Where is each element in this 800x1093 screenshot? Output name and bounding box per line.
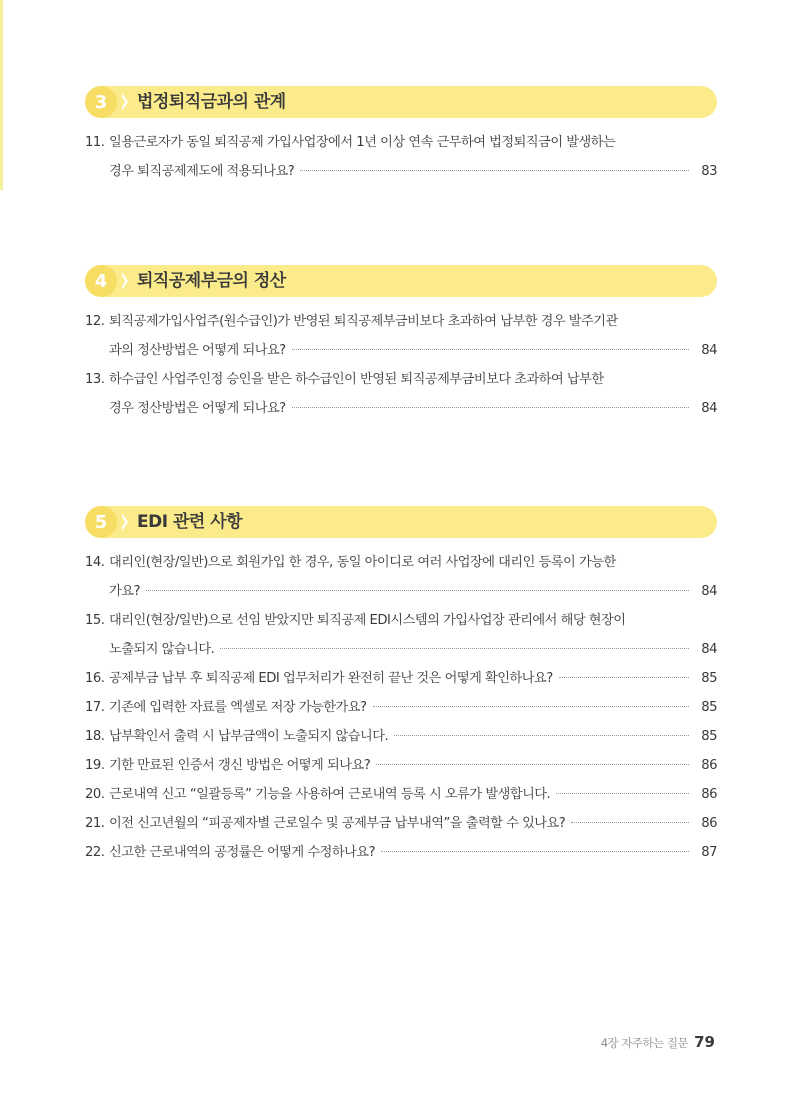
entry-page-number: 85 <box>701 671 717 686</box>
section-number: 3 <box>85 86 117 118</box>
entry-text: 이전 신고년월의 “피공제자별 근로일수 및 공제부금 납부내역”을 출력할 수 있나요? <box>109 816 566 831</box>
entry-number: 20. <box>85 787 105 802</box>
dot-leader <box>292 407 689 408</box>
dot-leader <box>220 648 689 649</box>
toc-entry-11[interactable] <box>85 128 717 186</box>
section-header <box>85 86 717 118</box>
toc-entry-13[interactable] <box>85 365 717 423</box>
entry-text-line2: 과의 정산방법은 어떻게 되나요? <box>109 343 286 358</box>
toc-entry-21[interactable] <box>85 809 717 838</box>
entry-number: 16. <box>85 671 105 686</box>
chapter-label: 4장 자주하는 질문 <box>600 1036 689 1050</box>
entry-text-line1: 하수급인 사업주인정 승인을 받은 하수급인이 반영된 퇴직공제부금비보다 초과하여 납부한 <box>109 372 604 387</box>
entry-text-line1: 대리인(현장/일반)으로 선임 받았지만 퇴직공제 EDI시스템의 가입사업장 관리에서 해당 현장이 <box>109 613 626 628</box>
dot-leader <box>571 822 689 823</box>
dot-leader <box>300 170 689 171</box>
entry-text: 납부확인서 출력 시 납부금액이 노출되지 않습니다. <box>109 729 389 744</box>
entry-number: 17. <box>85 700 105 715</box>
entry-page-number: 86 <box>701 787 717 802</box>
entry-page-number: 83 <box>701 164 717 179</box>
section-header <box>85 506 717 538</box>
entry-number: 18. <box>85 729 105 744</box>
entry-number: 13. <box>85 372 105 387</box>
toc-entry-14[interactable] <box>85 548 717 606</box>
entry-text: 근로내역 신고 “일괄등록” 기능을 사용하여 근로내역 등록 시 오류가 발생합니다. <box>109 787 551 802</box>
dot-leader <box>381 851 689 852</box>
page-edge-accent <box>0 0 3 190</box>
section-title: 법정퇴직금과의 관계 <box>137 92 286 112</box>
section-4 <box>85 265 717 423</box>
toc-entry-17[interactable] <box>85 693 717 722</box>
toc-entry-19[interactable] <box>85 751 717 780</box>
entry-page-number: 86 <box>701 816 717 831</box>
section-header <box>85 265 717 297</box>
entry-page-number: 85 <box>701 700 717 715</box>
dot-leader <box>373 706 689 707</box>
entry-page-number: 86 <box>701 758 717 773</box>
dot-leader <box>559 677 689 678</box>
dot-leader <box>146 590 689 591</box>
dot-leader <box>394 735 689 736</box>
toc-entry-20[interactable] <box>85 780 717 809</box>
entry-text: 신고한 근로내역의 공정률은 어떻게 수정하나요? <box>109 845 376 860</box>
entry-text: 공제부금 납부 후 퇴직공제 EDI 업무처리가 완전히 끝난 것은 어떻게 확인하나요? <box>109 671 553 686</box>
entry-page-number: 84 <box>701 584 717 599</box>
entry-text-line1: 일용근로자가 동일 퇴직공제 가입사업장에서 1년 이상 연속 근무하여 법정퇴직금이 발생하는 <box>109 135 616 150</box>
section-5 <box>85 506 717 867</box>
toc-entry-16[interactable] <box>85 664 717 693</box>
section-3 <box>85 86 717 186</box>
entry-text-line2: 가요? <box>109 584 140 599</box>
entry-page-number: 85 <box>701 729 717 744</box>
entry-page-number: 87 <box>701 845 717 860</box>
entry-number: 19. <box>85 758 105 773</box>
entry-number: 11. <box>85 135 105 150</box>
page-number: 79 <box>694 1033 715 1051</box>
entry-page-number: 84 <box>701 343 717 358</box>
entry-number: 21. <box>85 816 105 831</box>
entry-number: 12. <box>85 314 105 329</box>
entry-number: 15. <box>85 613 105 628</box>
section-title: EDI 관련 사항 <box>137 512 243 532</box>
dot-leader <box>376 764 689 765</box>
entry-text-line2: 경우 퇴직공제제도에 적용되나요? <box>109 164 295 179</box>
section-number: 5 <box>85 506 117 538</box>
page-footer <box>601 1033 715 1053</box>
entry-page-number: 84 <box>701 401 717 416</box>
entry-text-line1: 대리인(현장/일반)으로 회원가입 한 경우, 동일 아이디로 여러 사업장에 대리인 등록이 가능한 <box>109 555 616 570</box>
entry-number: 14. <box>85 555 105 570</box>
toc-entry-12[interactable] <box>85 307 717 365</box>
entry-text-line1: 퇴직공제가입사업주(원수급인)가 반영된 퇴직공제부금비보다 초과하여 납부한 경우 발주기관 <box>109 314 618 329</box>
section-title: 퇴직공제부금의 정산 <box>137 271 286 291</box>
entry-text-line2: 노출되지 않습니다. <box>109 642 215 657</box>
entry-page-number: 84 <box>701 642 717 657</box>
toc-entry-22[interactable] <box>85 838 717 867</box>
entry-text-line2: 경우 정산방법은 어떻게 되나요? <box>109 401 286 416</box>
entry-text: 기존에 입력한 자료를 엑셀로 저장 가능한가요? <box>109 700 367 715</box>
section-number: 4 <box>85 265 117 297</box>
dot-leader <box>292 349 689 350</box>
toc-entry-18[interactable] <box>85 722 717 751</box>
entry-text: 기한 만료된 인증서 갱신 방법은 어떻게 되나요? <box>109 758 371 773</box>
entry-number: 22. <box>85 845 105 860</box>
toc-entry-15[interactable] <box>85 606 717 664</box>
dot-leader <box>556 793 689 794</box>
